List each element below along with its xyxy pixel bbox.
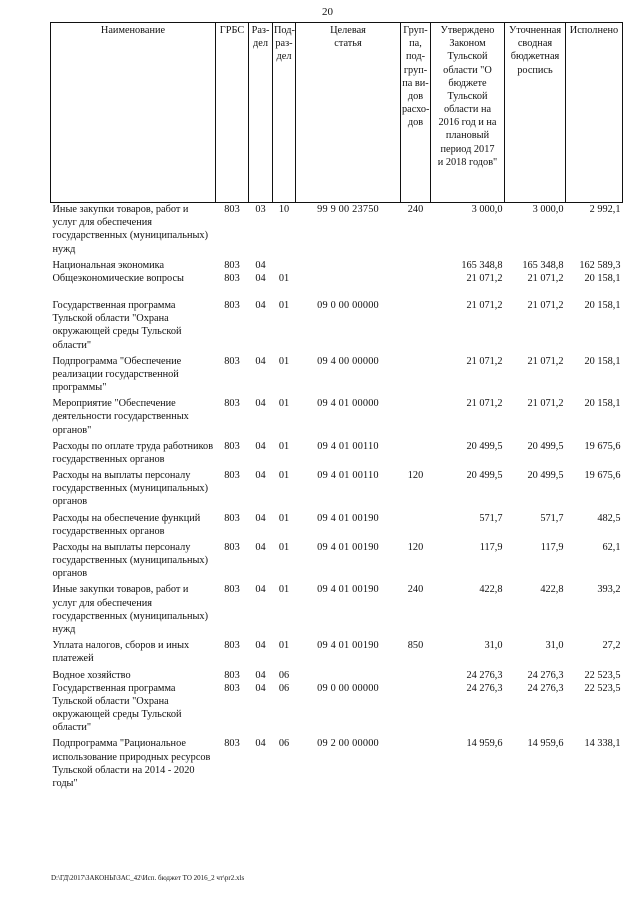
file-path: D:\ГД\2017\ЗАКОНЫ\ЗАС_42\Исп. бюджет ТО 2016_2 чт\pr2.xls — [51, 874, 245, 882]
header-approved: Утверждено Законом Тульской области "О бюджете Тульской области на 2016 год и на плановый период 2017 и 2018 годов" — [431, 23, 505, 203]
row-expense-group — [401, 737, 431, 793]
table-row — [51, 259, 623, 272]
row-approved: 21 071,2 — [466, 300, 503, 312]
row-specified: 21 071,2 — [527, 355, 564, 367]
table-row — [51, 541, 623, 584]
row-section: 04 — [255, 584, 266, 596]
row-section: 03 — [255, 204, 266, 215]
row-expense-group — [401, 669, 431, 682]
row-executed: 19 675,6 — [584, 440, 621, 452]
row-target-article: 09 4 01 00190 — [317, 584, 379, 596]
row-subsection: 01 — [278, 470, 290, 482]
budget-table — [50, 22, 623, 793]
row-executed: 2 992,1 — [589, 204, 621, 215]
row-specified: 117,9 — [540, 541, 564, 553]
row-expense-group — [401, 397, 431, 440]
row-executed: 20 158,1 — [584, 355, 621, 367]
row-section: 04 — [255, 398, 266, 410]
row-approved: 21 071,2 — [466, 355, 503, 367]
row-expense-group — [401, 259, 431, 272]
row-target-article: 09 4 01 00190 — [317, 541, 379, 553]
row-approved: 3 000,0 — [471, 204, 503, 215]
row-section: 04 — [255, 512, 266, 524]
row-name: Иные закупки товаров, работ и услуг для обеспечения государственных (муниципальных) нужд — [52, 204, 209, 255]
row-expense-group — [401, 272, 431, 299]
row-specified: 31,0 — [545, 640, 564, 652]
row-name: Расходы на выплаты персоналу государственных (муниципальных) органов — [52, 470, 209, 508]
row-specified: 21 071,2 — [527, 272, 564, 284]
row-subsection: 01 — [278, 541, 290, 553]
row-specified: 21 071,2 — [527, 398, 564, 410]
row-subsection: 01 — [278, 440, 290, 452]
header-section: Раз- дел — [249, 23, 273, 203]
row-grbs: 803 — [224, 272, 240, 284]
row-subsection: 10 — [278, 204, 290, 215]
row-subsection: 01 — [278, 512, 290, 524]
header-row — [51, 23, 623, 203]
header-executed: Исполнено — [566, 23, 623, 203]
table-row — [51, 512, 623, 541]
row-executed: 22 523,5 — [584, 669, 621, 681]
table-row — [51, 397, 623, 440]
row-name: Расходы на обеспечение функций государственных органов — [52, 512, 201, 537]
row-target-article: 09 4 01 00000 — [317, 398, 379, 410]
table-row — [51, 203, 623, 259]
row-section: 04 — [255, 259, 266, 271]
row-name: Подпрограмма "Рациональное использование природных ресурсов Тульской области на 2014 - 2020 годы" — [52, 738, 211, 789]
row-target-article: 09 0 00 00000 — [317, 300, 379, 312]
row-expense-group — [401, 682, 431, 738]
header-subsection: Под- раз- дел — [273, 23, 296, 203]
row-section: 04 — [255, 669, 266, 681]
table-row — [51, 583, 623, 639]
row-grbs: 803 — [224, 669, 240, 681]
row-expense-group: 120 — [407, 470, 424, 482]
row-specified: 3 000,0 — [532, 204, 564, 215]
row-approved: 24 276,3 — [466, 669, 503, 681]
row-approved: 117,9 — [479, 541, 503, 553]
row-name: Расходы по оплате труда работников государственных органов — [52, 440, 214, 465]
table-row — [51, 669, 623, 682]
row-subsection: 01 — [278, 272, 290, 284]
row-name: Мероприятие "Обеспечение деятельности государственных органов" — [52, 398, 189, 436]
row-section: 04 — [255, 640, 266, 652]
row-subsection: 01 — [278, 398, 290, 410]
row-executed: 19 675,6 — [584, 470, 621, 482]
table-row — [51, 639, 623, 668]
row-target-article — [296, 669, 401, 682]
header-target-article: Целевая статья — [296, 23, 401, 203]
row-specified: 20 499,5 — [527, 440, 564, 452]
table-row — [51, 355, 623, 398]
row-specified: 571,7 — [540, 512, 564, 524]
row-grbs: 803 — [224, 541, 240, 553]
row-expense-group: 240 — [407, 204, 424, 215]
row-expense-group: 240 — [407, 584, 424, 596]
row-grbs: 803 — [224, 259, 240, 271]
row-executed: 27,2 — [602, 640, 621, 652]
row-target-article: 99 9 00 23750 — [317, 204, 379, 215]
row-executed: 393,2 — [597, 584, 621, 596]
row-executed: 62,1 — [602, 541, 621, 553]
row-section: 04 — [255, 355, 266, 367]
row-target-article: 09 2 00 00000 — [317, 738, 379, 750]
row-grbs: 803 — [224, 640, 240, 652]
row-section: 04 — [255, 470, 266, 482]
header-specified: Уточненная сводная бюджетная роспись — [505, 23, 566, 203]
row-expense-group: 850 — [407, 640, 424, 652]
row-target-article — [296, 272, 401, 299]
row-approved: 24 276,3 — [466, 682, 503, 694]
row-section: 04 — [255, 300, 266, 312]
row-approved: 21 071,2 — [466, 398, 503, 410]
row-grbs: 803 — [224, 512, 240, 524]
row-expense-group — [401, 355, 431, 398]
row-approved: 21 071,2 — [466, 272, 503, 284]
row-expense-group — [401, 299, 431, 355]
row-target-article — [296, 259, 401, 272]
row-subsection: 01 — [278, 640, 290, 652]
row-target-article: 09 4 00 00000 — [317, 355, 379, 367]
row-name: Государственная программа Тульской области "Охрана окружающей среды Тульской области" — [52, 300, 182, 351]
row-executed: 482,5 — [597, 512, 621, 524]
row-section: 04 — [255, 541, 266, 553]
row-specified: 14 959,6 — [527, 738, 564, 750]
row-grbs: 803 — [224, 470, 240, 482]
table-row — [51, 737, 623, 793]
row-name: Уплата налогов, сборов и иных платежей — [52, 640, 190, 665]
row-subsection: 06 — [278, 738, 290, 750]
page-number: 20 — [322, 6, 333, 18]
row-grbs: 803 — [224, 204, 240, 215]
row-approved: 20 499,5 — [466, 470, 503, 482]
table-body — [51, 203, 623, 794]
row-expense-group — [401, 440, 431, 469]
row-expense-group — [401, 512, 431, 541]
table-row — [51, 469, 623, 512]
row-subsection: 01 — [278, 584, 290, 596]
row-approved: 14 959,6 — [466, 738, 503, 750]
row-subsection: 06 — [278, 669, 290, 681]
row-executed: 20 158,1 — [584, 300, 621, 312]
row-approved: 571,7 — [479, 512, 503, 524]
row-executed: 20 158,1 — [584, 398, 621, 410]
row-subsection: 01 — [278, 300, 290, 312]
row-section: 04 — [255, 738, 266, 750]
row-name: Иные закупки товаров, работ и услуг для обеспечения государственных (муниципальных) нужд — [52, 584, 209, 635]
row-grbs: 803 — [224, 682, 240, 694]
row-section: 04 — [255, 440, 266, 452]
row-name: Общеэкономические вопросы — [52, 272, 184, 284]
row-grbs: 803 — [224, 355, 240, 367]
row-grbs: 803 — [224, 300, 240, 312]
row-executed: 162 589,3 — [579, 259, 621, 271]
row-name: Водное хозяйство — [52, 669, 131, 681]
row-target-article: 09 4 01 00110 — [317, 440, 379, 452]
row-approved: 165 348,8 — [461, 259, 503, 271]
table-row — [51, 299, 623, 355]
row-specified: 24 276,3 — [527, 669, 564, 681]
header-expense-group: Груп- па, под- груп- па ви- дов расхо- дов — [401, 23, 431, 203]
row-subsection: 01 — [278, 355, 290, 367]
table-row — [51, 440, 623, 469]
row-grbs: 803 — [224, 584, 240, 596]
row-specified: 24 276,3 — [527, 682, 564, 694]
row-subsection — [273, 259, 296, 272]
row-executed: 22 523,5 — [584, 682, 621, 694]
row-grbs: 803 — [224, 738, 240, 750]
row-executed: 14 338,1 — [584, 738, 621, 750]
row-section: 04 — [255, 272, 266, 284]
row-approved: 422,8 — [479, 584, 503, 596]
row-name: Национальная экономика — [52, 259, 165, 271]
row-approved: 20 499,5 — [466, 440, 503, 452]
row-target-article: 09 4 01 00110 — [317, 470, 379, 482]
row-grbs: 803 — [224, 398, 240, 410]
row-target-article: 09 0 00 00000 — [317, 682, 379, 694]
row-specified: 20 499,5 — [527, 470, 564, 482]
row-section: 04 — [255, 682, 266, 694]
row-name: Расходы на выплаты персоналу государственных (муниципальных) органов — [52, 541, 209, 580]
row-target-article: 09 4 01 00190 — [317, 512, 379, 524]
row-specified: 165 348,8 — [522, 259, 564, 271]
row-approved: 31,0 — [484, 640, 503, 652]
table-row — [51, 682, 623, 738]
row-name: Подпрограмма "Обеспечение реализации государственной программы" — [52, 355, 182, 394]
header-name: Наименование — [51, 23, 216, 203]
row-target-article: 09 4 01 00190 — [317, 640, 379, 652]
row-specified: 422,8 — [540, 584, 564, 596]
header-grbs: ГРБС — [216, 23, 249, 203]
row-executed: 20 158,1 — [584, 272, 621, 284]
row-name: Государственная программа Тульской области "Охрана окружающей среды Тульской области" — [52, 682, 182, 734]
row-expense-group: 120 — [407, 541, 424, 553]
table-row — [51, 272, 623, 299]
row-subsection: 06 — [278, 682, 290, 694]
row-grbs: 803 — [224, 440, 240, 452]
row-specified: 21 071,2 — [527, 300, 564, 312]
